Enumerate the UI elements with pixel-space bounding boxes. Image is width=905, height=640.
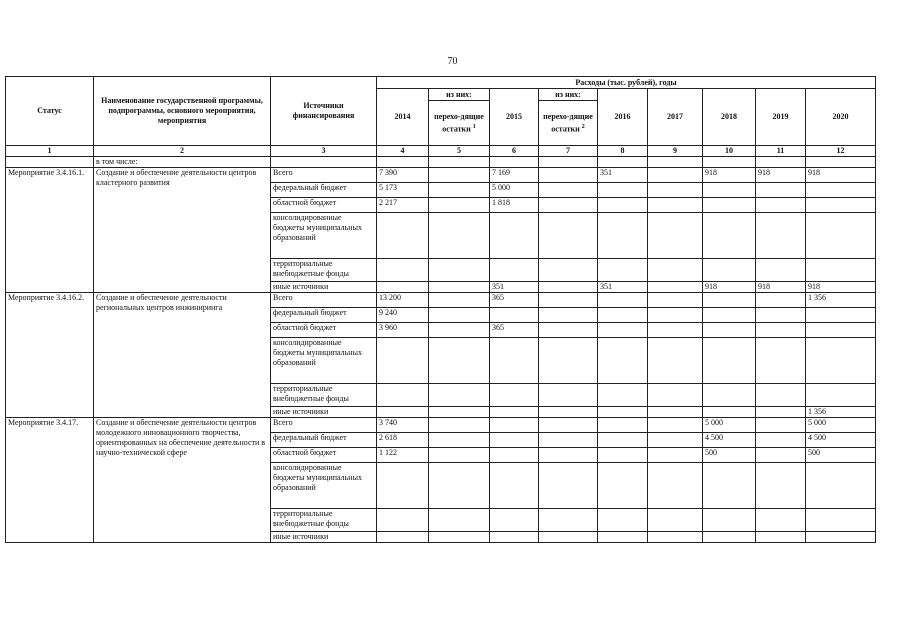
amount-cell — [490, 509, 539, 532]
amount-cell — [598, 198, 648, 213]
amount-cell — [429, 384, 490, 407]
amount-cell — [806, 532, 876, 543]
header-carry-over-1: перехо-дящие остатки $^1$ — [429, 101, 490, 146]
amount-cell — [377, 384, 429, 407]
amount-cell — [377, 509, 429, 532]
amount-cell: 5 173 — [377, 183, 429, 198]
amount-cell — [429, 448, 490, 463]
measure-name: Создание и обеспечение деятельности центров молодежного инновационного творчества, ориентированных на обеспечение деятельности в научно-технической сфере — [94, 418, 271, 543]
amount-cell — [539, 293, 598, 308]
header-sources: Источники финансирования — [271, 77, 377, 146]
amount-cell: 2 618 — [377, 433, 429, 448]
amount-cell — [648, 323, 703, 338]
column-number: 3 — [271, 146, 377, 157]
amount-cell — [490, 463, 539, 509]
header-year-2018: 2018 — [703, 89, 756, 146]
column-number: 8 — [598, 146, 648, 157]
amount-cell — [598, 213, 648, 259]
column-number: 6 — [490, 146, 539, 157]
amount-cell — [377, 259, 429, 282]
amount-cell — [756, 293, 806, 308]
amount-cell — [490, 433, 539, 448]
column-number: 1 — [6, 146, 94, 157]
amount-cell — [539, 338, 598, 384]
amount-cell — [429, 198, 490, 213]
header-expenses: Расходы (тыс. рублей), годы — [377, 77, 876, 89]
page-number: 70 — [447, 56, 458, 67]
column-number: 5 — [429, 146, 490, 157]
column-number-row — [6, 146, 876, 157]
amount-cell: 351 — [598, 168, 648, 183]
measure-name: Создание и обеспечение деятельности центров кластерного развития — [94, 168, 271, 293]
amount-cell — [756, 323, 806, 338]
amount-cell — [539, 463, 598, 509]
amount-cell — [648, 384, 703, 407]
amount-cell — [539, 183, 598, 198]
amount-cell — [598, 308, 648, 323]
amount-cell — [648, 509, 703, 532]
budget-table — [5, 76, 876, 543]
amount-cell — [539, 407, 598, 418]
amount-cell — [703, 259, 756, 282]
amount-cell — [539, 323, 598, 338]
amount-cell — [490, 308, 539, 323]
amount-cell — [648, 418, 703, 433]
amount-cell — [539, 384, 598, 407]
amount-cell: 365 — [490, 323, 539, 338]
column-number: 2 — [94, 146, 271, 157]
amount-cell — [648, 259, 703, 282]
amount-cell: 918 — [806, 168, 876, 183]
amount-cell — [539, 448, 598, 463]
column-number: 4 — [377, 146, 429, 157]
funding-source: Всего — [271, 293, 377, 308]
amount-cell — [598, 448, 648, 463]
amount-cell — [490, 259, 539, 282]
column-number: 9 — [648, 146, 703, 157]
amount-cell: 918 — [703, 168, 756, 183]
funding-source: Всего — [271, 168, 377, 183]
amount-cell — [539, 198, 598, 213]
amount-cell — [703, 198, 756, 213]
measure-status: Мероприятие 3.4.17. — [6, 418, 94, 543]
measure-status: Мероприятие 3.4.16.2. — [6, 293, 94, 418]
amount-cell — [377, 463, 429, 509]
amount-cell — [539, 213, 598, 259]
amount-cell — [598, 509, 648, 532]
amount-cell — [429, 338, 490, 384]
header-year-2016: 2016 — [598, 89, 648, 146]
amount-cell — [703, 293, 756, 308]
amount-cell — [429, 282, 490, 293]
amount-cell: 5 000 — [490, 183, 539, 198]
amount-cell — [429, 407, 490, 418]
funding-source: областной бюджет — [271, 448, 377, 463]
amount-cell — [756, 338, 806, 384]
amount-cell — [756, 418, 806, 433]
column-number: 10 — [703, 146, 756, 157]
amount-cell: 5 000 — [806, 418, 876, 433]
header-carry-over-2: перехо-дящие остатки $^2$ — [539, 101, 598, 146]
amount-cell: 351 — [598, 282, 648, 293]
amount-cell — [598, 532, 648, 543]
amount-cell — [756, 384, 806, 407]
amount-cell — [756, 183, 806, 198]
amount-cell — [539, 308, 598, 323]
amount-cell: 7 390 — [377, 168, 429, 183]
amount-cell — [703, 407, 756, 418]
amount-cell — [377, 532, 429, 543]
amount-cell: 2 217 — [377, 198, 429, 213]
amount-cell — [598, 293, 648, 308]
amount-cell — [806, 259, 876, 282]
header-year-2017: 2017 — [648, 89, 703, 146]
amount-cell — [429, 293, 490, 308]
funding-source: территориальные внебюджетные фонды — [271, 509, 377, 532]
column-number: 11 — [756, 146, 806, 157]
amount-cell — [377, 338, 429, 384]
amount-cell: 918 — [756, 168, 806, 183]
amount-cell — [756, 433, 806, 448]
header-of-them-2: из них: — [539, 89, 598, 101]
amount-cell — [490, 213, 539, 259]
amount-cell — [539, 532, 598, 543]
amount-cell — [490, 448, 539, 463]
amount-cell — [429, 213, 490, 259]
funding-source: Всего — [271, 418, 377, 433]
amount-cell — [703, 463, 756, 509]
amount-cell — [539, 282, 598, 293]
amount-cell — [490, 338, 539, 384]
amount-cell — [648, 213, 703, 259]
amount-cell — [598, 407, 648, 418]
amount-cell — [429, 183, 490, 198]
amount-cell — [377, 213, 429, 259]
amount-cell — [598, 384, 648, 407]
amount-cell — [648, 308, 703, 323]
column-number: 7 — [539, 146, 598, 157]
amount-cell — [490, 407, 539, 418]
amount-cell — [648, 168, 703, 183]
amount-cell — [429, 509, 490, 532]
amount-cell — [648, 338, 703, 384]
amount-cell — [490, 418, 539, 433]
amount-cell: 1 356 — [806, 407, 876, 418]
amount-cell: 918 — [806, 282, 876, 293]
amount-cell — [756, 407, 806, 418]
amount-cell — [539, 433, 598, 448]
amount-cell: 3 740 — [377, 418, 429, 433]
amount-cell: 1 818 — [490, 198, 539, 213]
amount-cell — [598, 463, 648, 509]
amount-cell — [703, 384, 756, 407]
amount-cell — [703, 213, 756, 259]
amount-cell: 4 500 — [703, 433, 756, 448]
amount-cell — [377, 407, 429, 418]
funding-source: иные источники — [271, 282, 377, 293]
including-label: в том числе: — [94, 157, 271, 168]
amount-cell — [756, 308, 806, 323]
amount-cell — [539, 168, 598, 183]
amount-cell — [648, 183, 703, 198]
column-number: 12 — [806, 146, 876, 157]
including-row — [6, 157, 876, 168]
amount-cell — [756, 213, 806, 259]
amount-cell — [429, 532, 490, 543]
amount-cell: 1 122 — [377, 448, 429, 463]
table-row — [6, 418, 876, 433]
amount-cell — [648, 407, 703, 418]
amount-cell: 4 500 — [806, 433, 876, 448]
amount-cell — [429, 308, 490, 323]
amount-cell — [377, 282, 429, 293]
amount-cell — [598, 418, 648, 433]
amount-cell — [648, 293, 703, 308]
amount-cell — [648, 463, 703, 509]
amount-cell — [648, 198, 703, 213]
amount-cell — [648, 532, 703, 543]
amount-cell — [756, 259, 806, 282]
amount-cell — [539, 509, 598, 532]
header-year-2019: 2019 — [756, 89, 806, 146]
amount-cell — [703, 509, 756, 532]
amount-cell — [539, 259, 598, 282]
funding-source: территориальные внебюджетные фонды — [271, 384, 377, 407]
amount-cell: 918 — [703, 282, 756, 293]
amount-cell: 1 356 — [806, 293, 876, 308]
table-row — [6, 168, 876, 183]
amount-cell — [598, 433, 648, 448]
amount-cell: 365 — [490, 293, 539, 308]
amount-cell: 7 169 — [490, 168, 539, 183]
amount-cell — [539, 418, 598, 433]
measure-status: Мероприятие 3.4.16.1. — [6, 168, 94, 293]
amount-cell — [598, 183, 648, 198]
amount-cell — [806, 384, 876, 407]
amount-cell — [429, 463, 490, 509]
amount-cell — [648, 433, 703, 448]
amount-cell — [429, 418, 490, 433]
amount-cell — [429, 433, 490, 448]
amount-cell — [703, 308, 756, 323]
funding-source: областной бюджет — [271, 323, 377, 338]
amount-cell — [490, 384, 539, 407]
amount-cell — [806, 198, 876, 213]
table-row — [6, 293, 876, 308]
funding-source: территориальные внебюджетные фонды — [271, 259, 377, 282]
amount-cell — [756, 448, 806, 463]
amount-cell — [598, 323, 648, 338]
funding-source: консолидированные бюджеты муниципальных образований — [271, 338, 377, 384]
amount-cell: 5 000 — [703, 418, 756, 433]
header-name: Наименование государственной программы, подпрограммы, основного мероприятия, мероприятия — [94, 77, 271, 146]
amount-cell — [806, 308, 876, 323]
amount-cell: 500 — [806, 448, 876, 463]
funding-source: областной бюджет — [271, 198, 377, 213]
amount-cell — [703, 338, 756, 384]
amount-cell: 3 960 — [377, 323, 429, 338]
amount-cell — [429, 168, 490, 183]
amount-cell — [648, 448, 703, 463]
amount-cell — [806, 213, 876, 259]
amount-cell — [806, 338, 876, 384]
amount-cell — [806, 463, 876, 509]
funding-source: иные источники — [271, 407, 377, 418]
amount-cell: 500 — [703, 448, 756, 463]
amount-cell: 13 200 — [377, 293, 429, 308]
amount-cell — [703, 183, 756, 198]
header-year-2015: 2015 — [490, 89, 539, 146]
amount-cell — [756, 532, 806, 543]
funding-source: федеральный бюджет — [271, 433, 377, 448]
amount-cell — [756, 198, 806, 213]
funding-source: федеральный бюджет — [271, 183, 377, 198]
amount-cell: 351 — [490, 282, 539, 293]
amount-cell — [756, 463, 806, 509]
funding-source: консолидированные бюджеты муниципальных образований — [271, 463, 377, 509]
amount-cell — [703, 532, 756, 543]
measure-name: Создание и обеспечение деятельности региональных центров инжиниринга — [94, 293, 271, 418]
amount-cell — [429, 323, 490, 338]
funding-source: федеральный бюджет — [271, 308, 377, 323]
header-year-2014: 2014 — [377, 89, 429, 146]
header-year-2020: 2020 — [806, 89, 876, 146]
amount-cell — [703, 323, 756, 338]
amount-cell — [490, 532, 539, 543]
amount-cell — [648, 282, 703, 293]
amount-cell — [806, 509, 876, 532]
amount-cell — [429, 259, 490, 282]
amount-cell — [756, 509, 806, 532]
amount-cell — [806, 183, 876, 198]
amount-cell: 9 240 — [377, 308, 429, 323]
amount-cell — [806, 323, 876, 338]
funding-source: иные источники — [271, 532, 377, 543]
amount-cell — [598, 338, 648, 384]
amount-cell: 918 — [756, 282, 806, 293]
amount-cell — [598, 259, 648, 282]
funding-source: консолидированные бюджеты муниципальных образований — [271, 213, 377, 259]
header-status: Статус — [6, 77, 94, 146]
header-of-them-1: из них: — [429, 89, 490, 101]
